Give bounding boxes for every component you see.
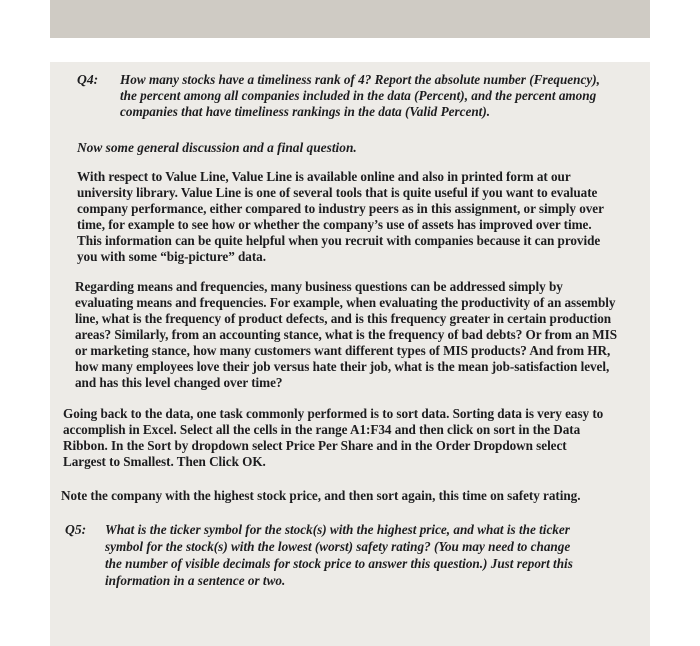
question-line: How many stocks have a timeliness rank of 4? Report the absolute number (Frequency),: [120, 72, 600, 87]
discussion-heading: Now some general discussion and a final question.: [77, 140, 357, 155]
question-line: the number of visible decimals for stock price to answer this question.) Just report this: [105, 556, 573, 571]
question-number: Q5:: [65, 522, 87, 537]
question-line: companies that have timeliness rankings in the data (Valid Percent).: [120, 104, 491, 119]
paragraph-line: evaluating means and frequencies. For example, when evaluating the productivity of an assembly: [75, 295, 616, 310]
note-line: Note the company with the highest stock price, and then sort again, this time on safety rating.: [61, 488, 581, 503]
text-span: accomplish in Excel. Select: [63, 422, 216, 437]
paragraph-line: how many employees love their job versus hate their job, what is the mean job-satisfaction level,: [75, 359, 610, 374]
paragraph-line: [63, 422, 580, 438]
previous-page-strip: [50, 0, 650, 38]
paragraph-line: Largest to Smallest. Then Click OK.: [63, 454, 266, 469]
paragraph-line: This information can be quite helpful when you recruit with companies because it can provide: [77, 233, 601, 248]
paragraph-line: or marketing stance, how many customers want different types of MIS products? And from HR,: [75, 343, 611, 358]
paragraph-line: company performance, either compared to industry peers as in this assignment, or simply over: [77, 201, 604, 216]
question-line: information in a sentence or two.: [105, 573, 286, 588]
question-line: What is the ticker symbol for the stock(s) with the highest price, and what is the ticker: [105, 522, 570, 537]
question-line: the percent among all companies included in the data (Percent), and the percent among: [120, 88, 597, 103]
paragraph-line: time, for example to see how or whether the company’s use of assets has improved over time.: [77, 217, 592, 232]
paragraph-line: Ribbon. In the Sort by dropdown select Price Per Share and in the Order Dropdown select: [63, 438, 567, 453]
paragraph-line: you with some “big-picture” data.: [77, 249, 266, 264]
emphasis-all: all: [215, 422, 230, 437]
paragraph-line: university library. Value Line is one of several tools that is quite useful if you want to evaluate: [77, 185, 598, 200]
paragraph-line: and has this level changed over time?: [75, 375, 283, 390]
paragraph-line: Regarding means and frequencies, many business questions can be addressed simply by: [75, 279, 563, 294]
question-number: Q4:: [77, 72, 99, 87]
paragraph-line: areas? Similarly, from an accounting stance, what is the frequency of bad debts? Or from an MIS: [75, 327, 618, 342]
document-page: [50, 62, 650, 646]
question-line: symbol for the stock(s) with the lowest (worst) safety rating? (You may need to change: [105, 539, 571, 554]
paragraph-line: line, what is the frequency of product defects, and is this frequency greater in certain production: [75, 311, 612, 326]
paragraph-line: With respect to Value Line, Value Line is available online and also in printed form at our: [77, 169, 571, 184]
paragraph-line: Going back to the data, one task commonly performed is to sort data. Sorting data is very easy to: [63, 406, 604, 421]
text-span: the cells in the range A1:F34 and then click on sort in the Data: [229, 422, 581, 437]
